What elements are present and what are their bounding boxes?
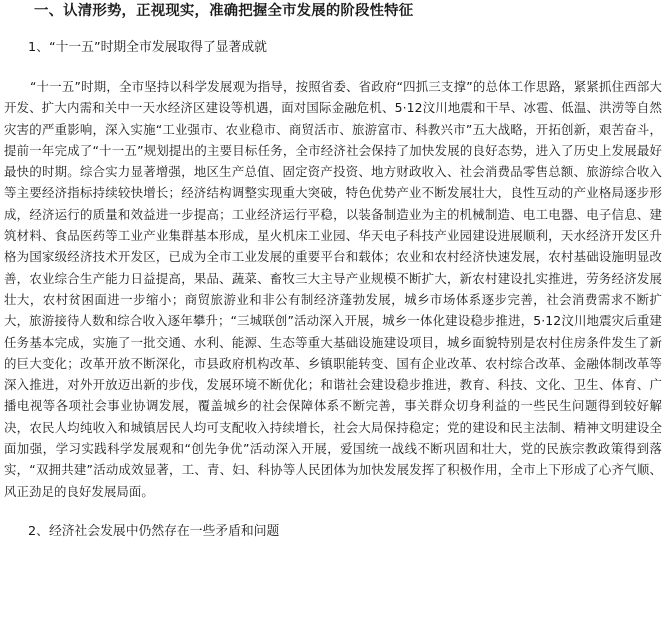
- subheading-problems: 2、经济社会发展中仍然存在一些矛盾和问题: [28, 523, 280, 539]
- section-heading: 一、认清形势，正视现实，准确把握全市发展的阶段性特征: [34, 3, 414, 19]
- body-paragraph: “十一五”时期，全市坚持以科学发展观为指导，按照省委、省政府“四抓三支撑”的总体工作思路，紧紧抓住西部大开发、扩大内需和关中一天水经济区建设等机遇，面对国际金融危机、5·12汶川地震和干旱、冰雹、低温、洪涝等自然灾害的严重影响，深入实施“工业强市、农业稳市、商贸活市、旅游富市、科教兴市”五大战略，开拓创新，艰苦奋斗，提前一年完成了“十一五”规划提出的主要目标任务，全市经济社会保持了加快发展的良好态势，进入了历史上发展最好最快的时期。综合实力显著增强，地区生产总值、固定资产投资、地方财政收入、社会消费品零售总额、旅游综合收入等主要经济指标持续较快增长；经济结构调整实现重大突破，特色优势产业不断发展壮大，良性互动的产业格局逐步形成，经济运行的质量和效益进一步提高；工业经济运行平稳，以装备制造业为主的机械制造、电工电器、电子信息、建筑材料、食品医药等工业产业集群基本形成，星火机床工业园、华天电子科技产业园建设进展顺利，天水经济开发区升格为国家级经济技术开发区，已成为全市工业发展的重要平台和载体；农业和农村经济快速发展，农村基础设施明显改善，农业综合生产能力日益提高，果品、蔬菜、畜牧三大主导产业规模不断扩大，新农村建设扎实推进，劳务经济发展壮大，农村贫困面进一步缩小；商贸旅游业和非公有制经济蓬勃发展，城乡市场体系逐步完善，社会消费需求不断扩大，旅游接待人数和综合收入逐年攀升；“三城联创”活动深入开展，城乡一体化建设稳步推进，5·12汶川地震灾后重建任务基本完成，实施了一批交通、水利、能源、生态等重大基础设施建设项目，城乡面貌特别是农村住房条件发生了新的巨大变化；改革开放不断深化，市县政府机构改革、乡镇职能转变、国有企业改革、农村综合改革、金融体制改革等深入推进，对外开放迈出新的步伐，发展环境不断优化；和谐社会建设稳步推进，教育、科技、文化、卫生、体育、广播电视等各项社会事业协调发展，覆盖城乡的社会保障体系不断完善，事关群众切身利益的一些民生问题得到较好解决，农民人均纯收入和城镇居民人均可支配收入持续增长，社会大局保持稳定；党的建设和民主法制、精神文明建设全面加强，学习实践科学发展观和“创先争优”活动深入开展，爱国统一战线不断巩固和壮大，党的民族宗教政策得到落实，“双拥共建”活动成效显著，工、青、妇、科协等人民团体为加快发展发挥了积极作用，全市上下形成了心齐气顺、风正劲足的良好发展局面。: [4, 79, 662, 499]
- subheading-achievements: 1、“十一五”时期全市发展取得了显著成就: [28, 40, 267, 55]
